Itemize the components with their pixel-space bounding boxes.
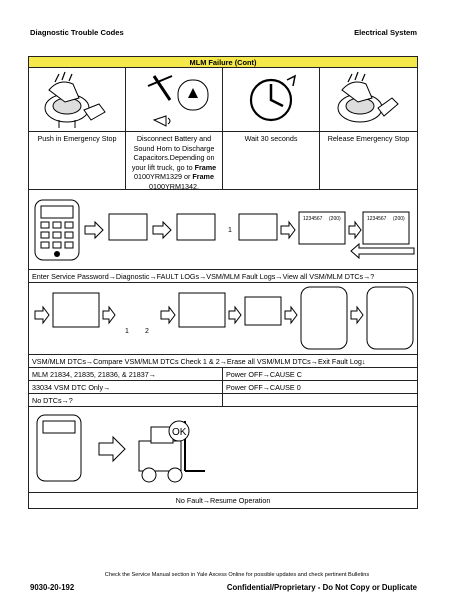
display-screen [239,214,277,240]
arrow-right-icon [229,307,241,323]
disconnect-battery-image [126,68,223,131]
header-section: Electrical System [354,28,417,37]
display-screen [179,293,225,327]
arrow-right-icon [351,307,363,323]
condition-text: No DTCs→? [29,394,223,406]
condition-text: MLM 21834, 21835, 21836, & 21837→ [29,368,223,380]
footer-note: Check the Service Manual section in Yale Axcess Online for possible updates and check pertinent Bulletins [104,572,370,578]
step-number: 1 [125,328,129,335]
arrow-right-icon [35,307,49,323]
screen-code: (200) [329,216,341,222]
caption-line: 0100YRM1342. [149,181,199,191]
arrow-right-icon [85,222,103,238]
keypad-icon [35,200,79,260]
step-images-row [29,68,417,132]
step-captions-row [29,132,417,190]
page-number: 9030-20-192 [30,583,75,592]
condition-text: 33034 VSM DTC Only→ [29,381,223,393]
display-screen [53,293,99,327]
caption-text: your lift truck, go to [131,162,195,172]
confidential-notice: Confidential/Proprietary - Do Not Copy or Duplicate [226,583,417,592]
screen-code: (200) [393,216,405,222]
service-password-flow-image [29,190,417,270]
emergency-stop-push-image [29,68,126,131]
forklift-icon [139,421,205,482]
clock-icon [223,68,320,131]
step-number: 1 [228,227,232,234]
step-number: 2 [145,328,149,335]
frame-reference: Frame [194,162,217,172]
service-password-instruction: Enter Service Password→Diagnostic→FAULT LOGs→VSM/MLM Fault Logs→View all VSM/MLM DTCs→? [29,270,417,283]
action-text [223,394,417,406]
display-screen [109,214,147,240]
arrow-right-icon [349,222,361,238]
caption-line: Wait 30 seconds [244,134,298,143]
caption-release-emergency-stop [320,132,417,189]
caption-line: Disconnect Battery and [136,134,212,143]
caption-line: Sound Horn to Discharge [133,143,215,153]
frame-reference: Frame [192,172,214,182]
return-arrow-icon [351,244,414,258]
caption-line: Release Emergency Stop [327,134,410,143]
resume-operation-caption: No Fault→Resume Operation [175,496,271,505]
action-text: Power OFF→CAUSE C [226,370,302,379]
display-screen [177,214,215,240]
condition-row-mlm [29,368,417,381]
arrow-right-icon [161,307,175,323]
caption-push-emergency-stop [29,132,126,189]
caption-disconnect-battery [126,132,223,189]
condition-row-no-dtcs [29,394,417,407]
action-text: Power OFF→CAUSE 0 [226,383,301,392]
arrow-right-icon [281,222,295,238]
compare-dtcs-instruction: VSM/MLM DTCs→Compare VSM/MLM DTCs Check 1 & 2→Erase all VSM/MLM DTCs→Exit Fault Log↓ [29,355,417,368]
condition-row-vsm [29,381,417,394]
keypad-icon [367,287,413,349]
ok-label: OK [172,427,187,438]
caption-text: 0100YRM1329 or [134,172,193,182]
caption-line: Capacitors.Depending on [133,153,215,163]
caption-line: Push in Emergency Stop [37,134,117,143]
display-screen [245,297,281,325]
header-title: Diagnostic Trouble Codes [30,28,124,37]
procedure-table [28,56,418,509]
caption-line [126,163,222,173]
screen-code: 1234567 [367,216,387,222]
caption-line [126,172,222,182]
compare-dtcs-flow-image [29,283,417,355]
keypad-icon [301,287,347,349]
screen-code: 1234567 [303,216,323,222]
resume-operation-image [29,407,417,493]
emergency-stop-release-image [320,68,417,131]
arrow-right-icon [103,307,115,323]
caption-wait [223,132,320,189]
arrow-right-icon [99,437,125,461]
arrow-right-icon [285,307,297,323]
table-title: MLM Failure (Cont) [29,57,417,68]
arrow-right-icon [153,222,171,238]
